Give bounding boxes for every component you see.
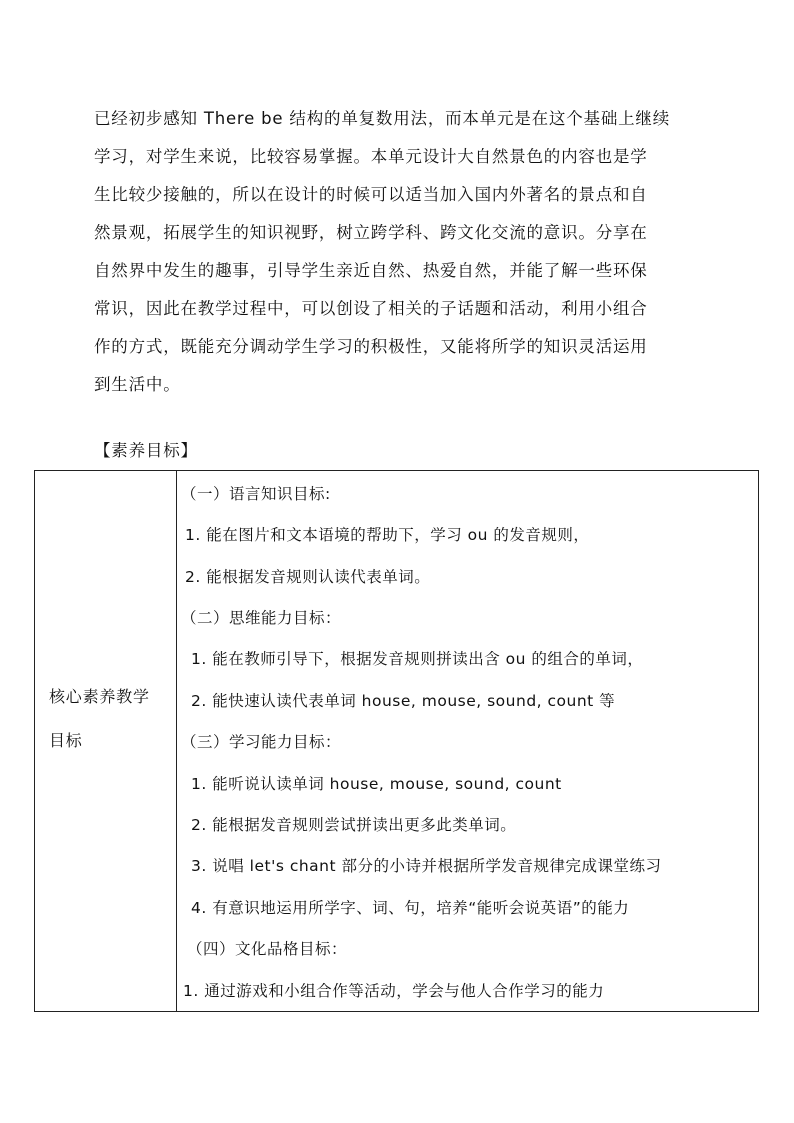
objective-item: 1. 通过游戏和小组合作等活动，学会与他人合作学习的能力 [183,982,605,1000]
objective-heading-culture: （四）文化品格目标： [187,940,348,958]
paragraph-line: 学习，对学生来说，比较容易掌握。本单元设计大自然景色的内容也是学 [94,147,648,166]
objectives-label-line2: 目标 [49,731,83,750]
objectives-label-line1: 核心素养教学 [49,687,150,706]
objective-heading-thinking: （二）思维能力目标： [181,609,342,627]
objective-item: 2. 能根据发音规则尝试拼读出更多此类单词。 [191,816,517,834]
paragraph-line: 常识，因此在教学过程中，可以创设了相关的子话题和活动，利用小组合 [94,299,648,318]
objective-heading-language: （一）语言知识目标: [181,485,331,503]
paragraph-line: 生比较少接触的，所以在设计的时候可以适当加入国内外著名的景点和自 [94,185,648,204]
paragraph-line: 自然界中发生的趣事，引导学生亲近自然、热爱自然，并能了解一些环保 [94,261,648,280]
objective-item: 1. 能在教师引导下，根据发音规则拼读出含 ou 的组合的单词， [191,650,644,668]
objectives-label-cell [35,471,177,1011]
paragraph-line: 到生活中。 [94,375,181,394]
paragraph-line: 已经初步感知 There be 结构的单复数用法，而本单元是在这个基础上继续 [94,109,671,128]
paragraph-line: 作的方式，既能充分调动学生学习的积极性，又能将所学的知识灵活运用 [94,337,648,356]
objectives-table [34,470,759,1012]
intro-paragraph [94,100,714,404]
objective-item: 2. 能根据发音规则认读代表单词。 [185,568,431,586]
objective-item: 3. 说唱 let's chant 部分的小诗并根据所学发音规律完成课堂练习 [191,857,662,875]
objective-item: 2. 能快速认读代表单词 house, mouse, sound, count 等 [191,692,616,710]
objective-item: 1. 能在图片和文本语境的帮助下，学习 ou 的发音规则， [185,526,590,544]
objective-item: 1. 能听说认读单词 house, mouse, sound, count [191,775,562,793]
objective-item: 4. 有意识地运用所学字、词、句，培养“能听会说英语”的能力 [191,899,630,917]
paragraph-line: 然景观，拓展学生的知识视野，树立跨学科、跨文化交流的意识。分享在 [94,223,648,242]
objective-heading-learning: （三）学习能力目标： [181,733,342,751]
section-title: 【素养目标】 [94,441,198,460]
